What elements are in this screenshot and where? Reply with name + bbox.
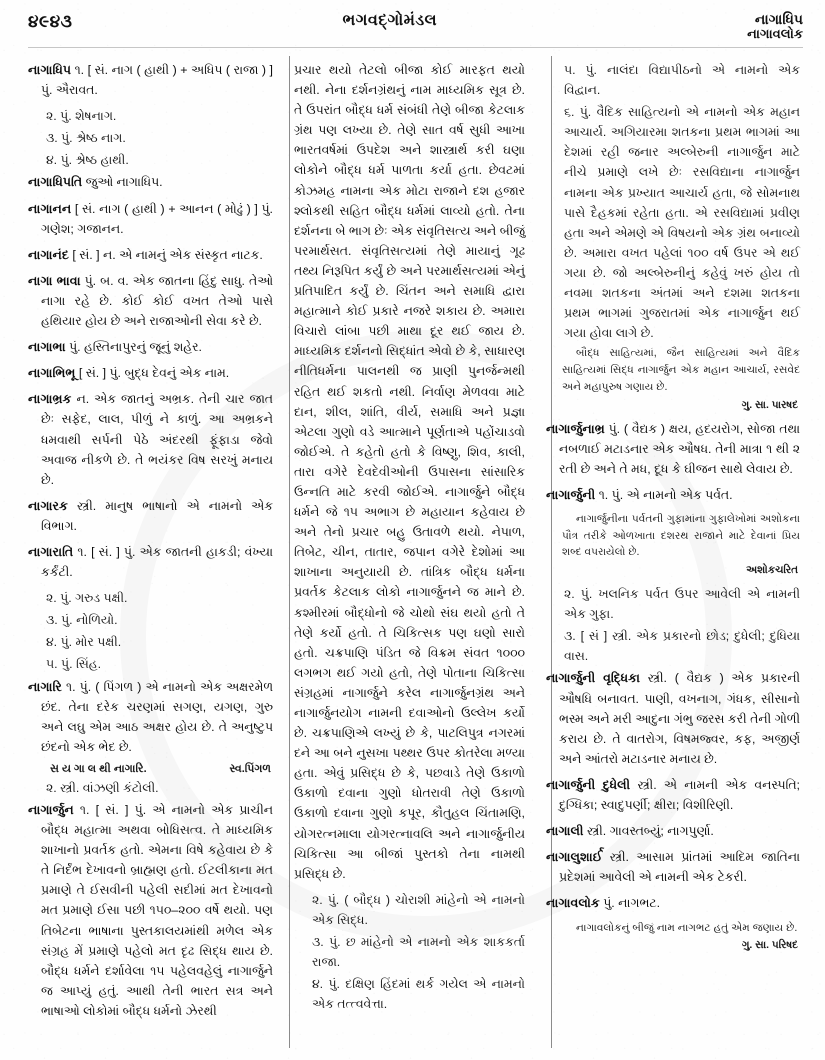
dictionary-entry [28,337,273,357]
entry-definition: [ સં. નાગ ( હાથી ) + આનન ( મોઢું ) ] પું. ગણેશ; ગજાનન. [41,201,273,236]
dictionary-entry [546,893,800,913]
entry-headword: નાગાધિપતિ [28,175,83,190]
entry-headword: નાગાભ્રક [28,392,72,407]
entry-definition: પું. હસ્તિનાપુરનું જૂનું શહેર. [69,340,202,355]
entry-headword: નાગાવલોક [546,896,600,911]
entry-sense: ૨. પું. ( બૌદ્ધ ) ચોરાશી માંહેનો એ નામનો એક સિદ્ધ. [312,892,525,927]
header-divider-rule [28,47,803,48]
dictionary-entry [546,668,800,768]
entry-headword: નાગાર્જુની દુધેલી [546,777,631,792]
entry-headword: નાગાનન [28,201,72,216]
guide-word-top: નાગાધિપ [754,11,803,27]
entry-definition: સ્ત્રી. આસામ પ્રાંતમાં આદિમ જાતિના પ્રદેશમાં આવેલી એ નામની એક ટેકરી. [559,850,800,885]
entry-definition: ૧. [ સં. ] પું. એક જાતની હાકડી; વંખ્યા કર્કંટી. [41,544,273,580]
page-header [28,12,803,58]
entry-sense: ૩. [ સં ] સ્ત્રી. એક પ્રકારનો છોડ; દુધેલી; દુધિયા વાસ. [564,629,800,664]
entry-definition: ૧. પું. ( પિંગળ ) એ નામનો એક અક્ષરમેળ છંદ. તેના દરેક ચરણમાં સગણ, યગણ, ગુરુ અને લઘુ એમ આઠ અક્ષર હોય છે. તે અનુષ્ટુપ છંદનો એક ભેદ છે. [41,679,273,754]
entry-headword: નાગાધિપ [28,63,72,77]
entry-sense: ૩. પું. છ માંહેનો એ નામનો એક શાકકર્તા રાજા. [312,935,525,970]
entry-headword: નાગારક [28,498,68,513]
dictionary-entry [28,245,273,265]
source-citation: ગુ. સા. પારષદ [741,399,798,411]
page-number: ૪૯૪૩ [28,12,73,31]
dictionary-entry [28,199,273,239]
entry-sense: ૪. પું. શ્રેષ્ઠ હાથી. [46,153,129,168]
entry-headword: નાગાનંદ [28,247,69,262]
entry-headword: નાગા ભાવા [28,273,81,288]
source-citation: ગુ. સા. પરિષદ [741,940,798,952]
guide-word-bottom: નાગાવલોક [747,25,803,41]
dictionary-entry [546,821,800,841]
dictionary-entry [28,496,273,536]
dictionary-entry [28,677,273,757]
dictionary-entry [28,271,273,331]
entry-sense: ૩. પું. શ્રેષ્ઠ નાગ. [46,131,126,146]
entry-continuation: પ્રચાર થયો તેટલો બીજા કોઈ મારફત થયો નથી. નેના દર્શનગ્રંથનું નામ માધ્યમિક સૂત્ર છે. તે ઉપરાંત બૌદ્ધ ધર્મ સંબંધી તેણે બીજા કેટલાક ગ્રંથ પણ લખ્યા છે. તેણે સાત વર્ષ સુધી આખા ભારતવર્ષમાં ઉપદેશ અને શાસ્ત્રાર્થ કરી ઘણા લોકોને બૌદ્ધ ધર્મ પાળતા કર્યા હતા. છેવટમાં કોઝમહ નામના એક મોટા રાજાને દશ હજાર શ્લોકથી સહિત બૌદ્ધ ધર્મમાં લાવ્યો હતો. તેના દર્શનના બે ભાગ છેઃ એક સંવૃતિસત્ય અને બીજું પરમાર્થસત. સંવૃતિસત્યમાં તેણે માયાનું ગૂઢ તથ્ય નિરૂપિત કર્યું છે અને પરમાર્થસત્યમાં એનું પ્રતિપાદિત કર્યું છે. ચિંતન અને સમાધિ દ્વારા મહાત્માને કોઈ પ્રકારે નજરે શકાય છે. અમારા વિચારો લાંબા પછી માથા દૂર થઈ જાય છે. માધ્યમિક દર્શનનો સિદ્ધાંત એવો છે કે, સાધારણ નીતિધર્મના પાલનથી જ પ્રાણી પુનર્જન્મથી રહિત થઈ શકતો નથી. નિર્વાણ મેળવવા માટે દાન, શીલ, શાંતિ, વીર્ય, સમાધિ અને પ્રજ્ઞા એટલા ગુણો વડે આત્માને પૂર્ણતાએ પહોંચાડવો જોઈએ. તે કહેતો હતો કે વિષ્ણુ, શિવ, કાલી, તારા વગેરે દેવદેવીઓની ઉપાસના સાંસારિક ઉન્નતિ માટે કરવી જોઈએ. નાગાર્જુને બૌદ્ધ ધર્મને જે ૧૫ અભાગ છે મહાયાન કહેવાય છે અને તેનો પ્રચાર બહુ ઉતાવળે થયો. નેપાળ, તિબેટ, ચીન, તાતાર, જપાન વગેરે દેશોમાં આ શાખાના અનુયાયી છે. તાંત્રિક બૌદ્ધ ધર્મના પ્રવર્તક કેટલાક લોકો નાગાર્જુનને જ માને છે. કશ્મીરમાં બૌદ્ધોનો જે ચોથો સંઘ થયો હતો તે તેણે કર્યો હતો. તે ચિકિત્સક પણ ઘણો સારો હતો. ચક્રપાણિ પંડિત જે વિક્રમ સંવત ૧૦૦૦ લગભગ થઈ ગયો હતો, તેણે પોતાના ચિકિત્સા સંગ્રહમાં નાગાર્જુને કરેલ નાગાર્જુનગ્રંથ અને નાગાર્જુનયોગ નામની દવાઓનો ઉલ્લેખ કર્યો છે. ચક્રપાણિએ લખ્યું છે કે, પાટલિપુત્ર નગરમાં દને આ બને નુસખા પથ્થર ઉપર કોતરેલા મળ્યા હતા. એવું પ્રસિદ્ધ છે કે, પછવાડે તેણે ઉકાળો ઉકાળો દવાના ગુણો ધોતરાવી તેણે ઉકાળો ઉકાળો દવાના ગુણો કપૂર, કૌતુહલ ચિંતામણિ, યોગરત્નમાલા યોગરત્નાવલિ અને નાગાર્જુનીય ચિકિત્સા આ બીજાં પુસ્તકો તેના નામથી પ્રસિદ્ધ છે. [294,63,525,881]
entry-definition: પું. બ. વ. એક જાતના હિંદુ સાધુ. તેઓ નાગા રહે છે. કોઈ કોઈ વખત તેઓ પાસે હથિયાર હોય છે અને રાજાઓની સેવા કરે છે. [41,273,273,329]
column-1 [28,60,283,1052]
entry-definition: ૧. [ સં. નાગ ( હાથી ) + અધિપ ( રાજા ) ] પું. ઐરાવત. [41,63,273,98]
entry-definition: પું. ( વૈદ્યક ) ક્ષય, હદયરોગ, સોજા તથા નબળાઈ મટાડનાર એક ઔષધ. તેની માત્રા ૧ થી ૨ રતી છે અને તે મધ, દૂધ કે ઘીજન સાથે લેવાય છે. [559,421,800,476]
entry-headword: નાગાલુશાર્ઈ [546,850,603,865]
text-columns [28,60,800,1052]
dictionary-entry [28,542,273,582]
dictionary-entry [28,60,273,100]
entry-definition: ન. એક જાતનું અભ્રક. તેની ચાર જાત છેઃ સફેદ, લાલ, પીળું ને કાળું. આ અભ્રકને ધમવાથી સર્પની પેઠે અંદરથી ફૂંફાડા જેવો અવાજ નીકળે છે. તે ભયંકર વિષ સરખું મનાય છે. [41,392,273,487]
verse-citation: સ્વ.પિંગળ [229,762,271,775]
entry-headword: નાગાર્જુની વૃદ્ધિકા [546,671,641,686]
dictionary-entry [546,419,800,479]
entry-headword: નાગાર્જુની [546,487,596,502]
entry-definition: [ સં. ] પું. બુદ્ધ દેવનું એક નામ. [78,366,230,381]
entry-sense: ૨. પું. શેષનાગ. [46,109,117,124]
entry-definition: ૧. પું. એ નામનો એક પર્વત. [598,487,733,502]
entry-definition: [ સં. ] ન. એ નામનું એક સંસ્કૃત નાટક. [72,247,263,262]
entry-definition: ૧. [ સં. ] પું. એ નામનો એક પ્રાચીન બૌદ્ધ મહાત્મા અથવા બોધિસત્વ. તે માધ્યમિક શાખાનો પ્રવર્તક હતો. એમના વિષે કહેવાય છે કે તે નિર્દંભ દેખાવનો બ્રાહ્મણ હતો. ઈટલીકાના મત પ્રમાણે તે ઈસવીની પહેલી સદીમાં મત દેખાવનો મત પ્રમાણે ઈસા પછી ૧૫૦–૨૦૦ વર્ષે થયો. પણ તિબેટના ભાષાના પુસ્તકાલયમાંથી મળેલ એક સંગ્રહ મેં પ્રમાણે પહેલો મત દૃઢ સિદ્ધ થાય છે. બૌદ્ધ ધર્મને દર્શાવેલા ૧૫ પહેલવહેલું નાગાર્જુને જ આપ્યું હતું. આથી તેની ભારત સત્ર અને ભાષાઓ લોકોમાં બૌદ્ધ ધર્મનો ઝેરથી [41,803,273,1018]
verse-line [28,763,273,776]
entry-headword: નાગાલી [546,824,584,839]
dictionary-entry [28,363,273,383]
entry-definition: સ્ત્રી. માનુષ ભાષાનો એ નામનો એક વિભાગ. [41,498,273,533]
dictionary-entry [546,847,800,887]
entry-sense: ૫. પું. નાલંદા વિદ્યાપીઠનો એ નામનો એક વિદ્વાન. [564,63,800,98]
entry-definition: સ્ત્રી. એ નામની એક વનસ્પતિ; દુગ્ધિકા; સ્વાદુપર્ણી; ક્ષીરા; વિશીરિણી. [559,777,800,813]
dictionary-entry [546,485,800,505]
quotation-block: નાગાવલોકનું બીજું નામ નાગભટ હતું એમ જણાય છે. [576,921,798,934]
dictionary-entry [28,172,273,192]
entry-sense: ૪. પું. મોર પક્ષી. [46,635,122,650]
entry-sense: ૨. પું. ગરુડ પક્ષી. [46,591,128,606]
entry-sense: ૨. સ્ત્રી. વાંઝણી કંટોલી. [46,780,159,795]
entry-headword: નાગાભા [28,340,66,355]
entry-definition: સ્ત્રી. ( વૈદ્યક ) એક પ્રકારની ઔષધિ બનાવત. પાણી, વખનાગ, ગંધક, સીસાનો ભસ્મ અને મરી આદુના ગંભુ જરસ કરી તેની ગોળી કરાય છે. તે વાતરોગ, વિષમજ્વર, કફ, અજીર્ણ અને આંતરો મટાડનાર મનાય છે. [559,671,800,766]
entry-headword: નાગાર્જુનાભ્ર [546,421,605,436]
entry-definition: સ્ત્રી. ગાવસ્તબ્યું; નાગપુર્ણા. [587,824,714,839]
entry-headword: નાગાર્જુન [28,803,74,817]
entry-sense: ૬. પું. વૈદિક સાહિત્યનો એ નામનો એક મહાન આચાર્ય. અગિયારમા શતકના પ્રથમ ભાગમાં આ દેશમાં રહી જનાર અલ્બેરુની નાગાર્જુન માટે નીચે પ્રમાણે લખે છેઃ રસવિદ્યાના નાગાર્જુન નામના એક પ્રખ્યાત આચાર્ય હતા, જે સોમનાથ પાસે દૈહકમાં રહેતા હતા. એ રસવિદ્યામાં પ્રવીણ હતા અને એમણે એ વિષયનો એક ગ્રંથ બનાવ્યો છે. અમારા વખત પહેલાં ૧૦૦ વર્ષ ઉપર એ થઈ ગયા છે. જો અલ્બેરુનીનું કહેવું ખરું હોય તો નવમા શતકના અંતમાં અને દશમા શતકના પ્રથમ ભાગમાં ગુજરાતમાં એક નાગાર્જુન થઈ ગયા હોવા લાગે છે. [564,105,800,341]
dictionary-entry [28,389,273,489]
entry-definition: જુઓ નાગાધિપ. [85,175,163,190]
entry-sense: ૫. પું. સિંહ. [46,657,102,672]
source-citation: અશોકચરિત [746,565,798,577]
book-title: ભગવદ્ગોમંડલ [342,12,437,29]
dictionary-entry [28,800,273,1021]
verse-text: સ ય ગા લ થી નાગારિ. [50,762,147,775]
dictionary-entry [546,775,800,815]
entry-sense: ૩. પું. નોળિયો. [46,613,118,628]
entry-headword: નાગારાતિ [28,544,74,559]
column-3 [535,60,800,1052]
entry-sense: ૪. પું. દક્ષિણ હિંદમાં થર્ક ગયેલ એ નામનો એક તત્ત્વવેત્તા. [312,977,525,1012]
quotation-block: બૌદ્ધ સાહિત્યમાં, જૈન સાહિત્યમાં અને વૈદિક સાહિત્યમાં સિદ્ધ નાગાર્જુન એક મહાન આચાર્ય, રસવેદ અને મહાપુરુષ ગણાય છે. [562,347,800,393]
entry-headword: નાગાભિભૂ [28,366,76,381]
entry-sense: ૨. પું. ખલનિક પર્વત ઉપર આવેલી એ નામની એક ગુફા. [564,587,800,622]
column-2 [283,60,535,1052]
entry-headword: નાગારિ [28,679,62,694]
quotation-block: નાગાર્જુનીના પર્વતની ગુફામાંના ગુફાલેખોમાં અશોકના પૌત્ર તરીકે ઓળખાતા દશરથ રાજાને માટે દેવાનાં પ્રિય શબ્દ વપરાયેલો છે. [562,512,800,559]
guide-words [747,12,803,40]
entry-definition: પું. નાગભટ. [603,896,661,911]
